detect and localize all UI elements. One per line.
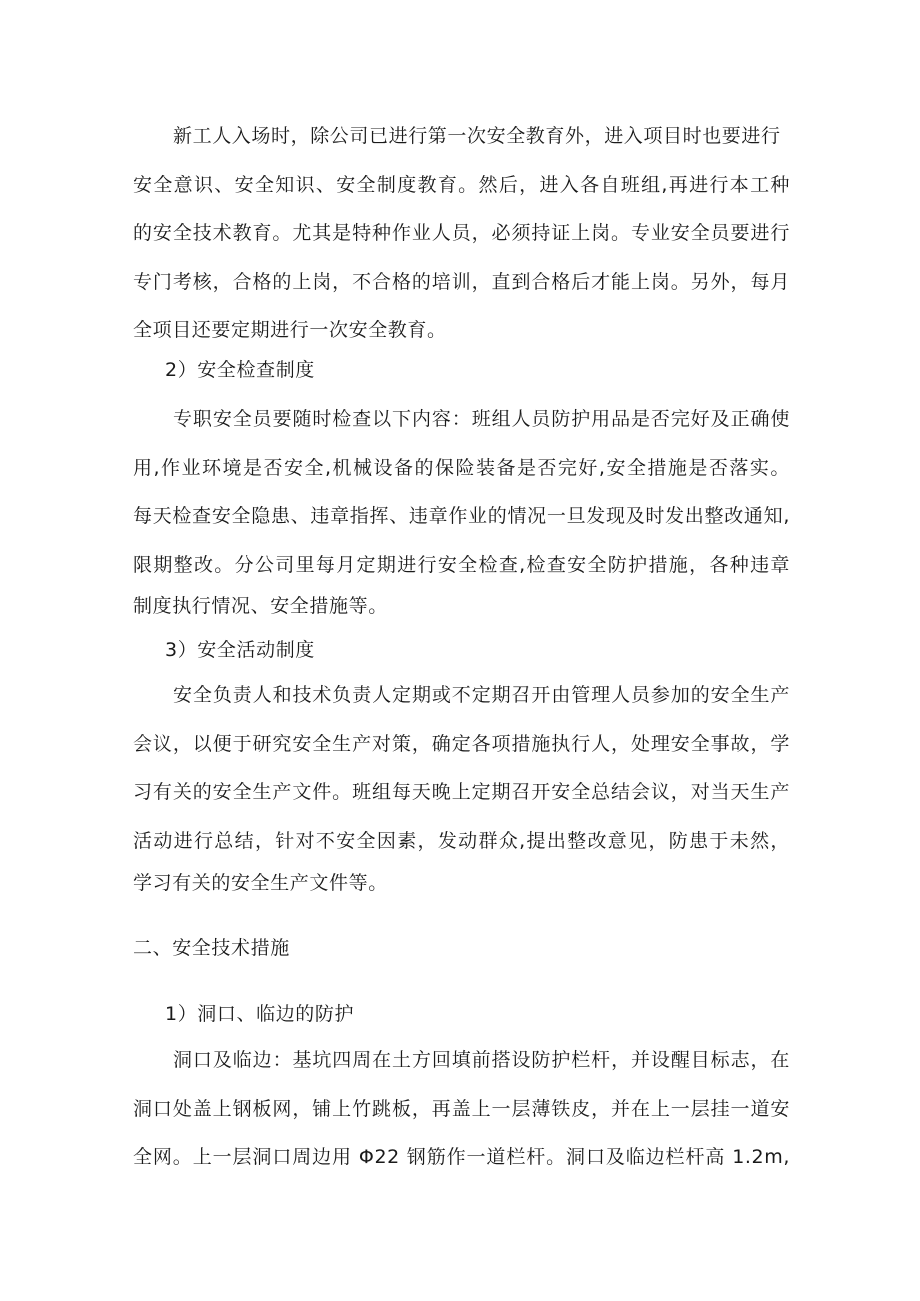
subsection-heading: 3）安全活动制度 (165, 639, 315, 661)
subsection-heading: 2）安全检查制度 (165, 359, 315, 381)
paragraph-line: 新工人入场时，除公司已进行第一次安全教育外，进入项目时也要进行 (173, 125, 781, 147)
paragraph-line: 限期整改。分公司里每月定期进行安全检查,检查安全防护措施，各种违章 (133, 554, 790, 576)
paragraph-line: 安全负责人和技术负责人定期或不定期召开由管理人员参加的安全生产 (173, 684, 790, 706)
paragraph-line: 制度执行情况、安全措施等。 (133, 595, 388, 617)
paragraph-line: 会议，以便于研究安全生产对策，确定各项措施执行人，处理安全事故，学 (133, 733, 790, 755)
paragraph-line: 全项目还要定期进行一次安全教育。 (133, 319, 447, 341)
paragraph-line: 安全意识、安全知识、安全制度教育。然后，进入各自班组,再进行本工种 (133, 174, 790, 196)
paragraph-line: 专门考核，合格的上岗，不合格的培训，直到合格后才能上岗。另外，每月 (133, 271, 790, 293)
section-title: 二、安全技术措施 (133, 937, 290, 959)
paragraph-line: 全网。上一层洞口周边用 Φ22 钢筋作一道栏杆。洞口及临边栏杆高 1.2m, (133, 1146, 790, 1168)
subsection-heading: 1）洞口、临边的防护 (165, 1003, 355, 1025)
paragraph-line: 专职安全员要随时检查以下内容：班组人员防护用品是否完好及正确使 (173, 408, 790, 430)
paragraph-line: 洞口处盖上钢板网，铺上竹跳板，再盖上一层薄铁皮，并在上一层挂一道安 (133, 1098, 790, 1120)
paragraph-line: 洞口及临边：基坑四周在土方回填前搭设防护栏杆，并设醒目标志，在 (173, 1049, 790, 1071)
paragraph-line: 学习有关的安全生产文件等。 (133, 872, 388, 894)
paragraph-line: 活动进行总结，针对不安全因素，发动群众,提出整改意见，防患于未然， (133, 830, 790, 852)
paragraph-line: 用,作业环境是否安全,机械设备的保险装备是否完好,安全措施是否落实。 (133, 457, 790, 479)
paragraph-line: 习有关的安全生产文件。班组每天晚上定期召开安全总结会议，对当天生产 (133, 781, 790, 803)
paragraph-line: 的安全技术教育。尤其是特种作业人员，必须持证上岗。专业安全员要进行 (133, 222, 790, 244)
paragraph-line: 每天检查安全隐患、违章指挥、违章作业的情况一旦发现及时发出整改通知, (133, 505, 790, 527)
